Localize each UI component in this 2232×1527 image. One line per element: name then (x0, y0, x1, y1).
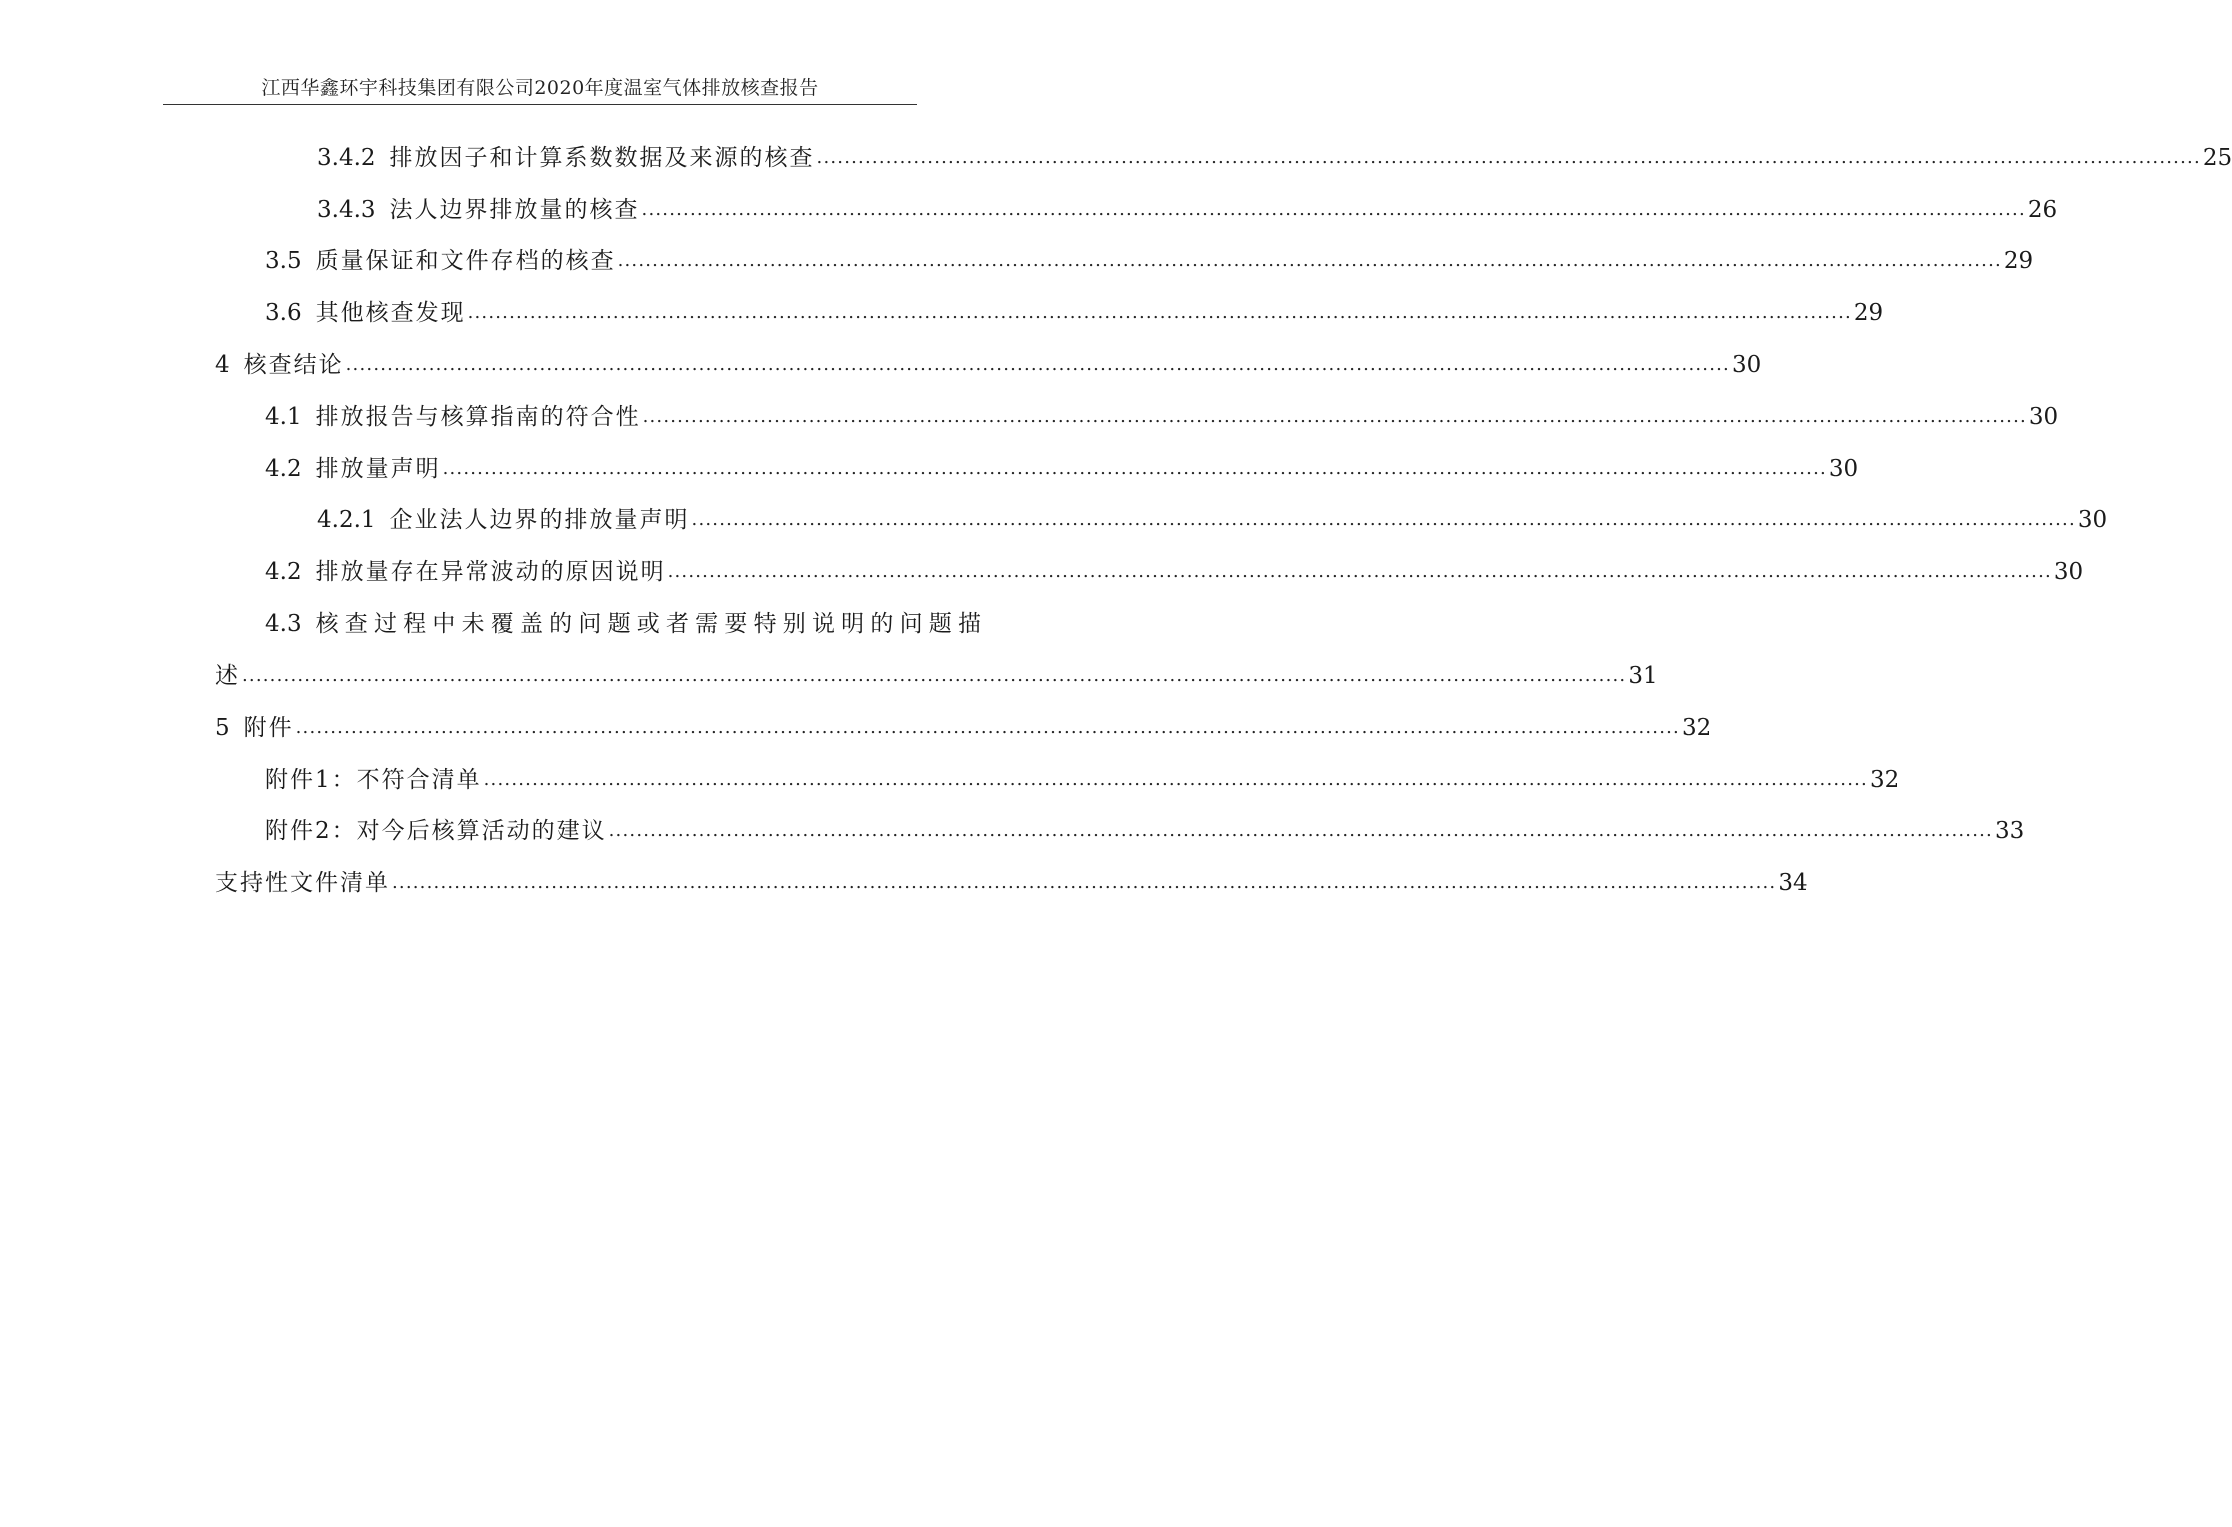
toc-entry[interactable] (265, 449, 1859, 489)
toc-entry[interactable] (317, 190, 2058, 230)
toc-entry-title: 排放因子和计算系数数据及来源的核查 (389, 145, 815, 171)
toc-entry[interactable] (265, 760, 1900, 800)
toc-dot-leader: ........................................................................................................................................................................................................ (642, 406, 2027, 427)
toc-entry-page: 30 (2077, 507, 2108, 533)
toc-entry[interactable] (265, 811, 2025, 851)
toc-entry[interactable] (317, 500, 2108, 540)
toc-entry-number: 4.2 (265, 559, 302, 585)
toc-dot-leader: ........................................................................................................................................................................................................ (483, 769, 1868, 790)
toc-entry-page: 29 (2003, 248, 2034, 274)
toc-entry[interactable] (265, 397, 2059, 437)
toc-dot-leader: ........................................................................................................................................................................................................ (816, 147, 2201, 168)
toc-entry-page: 32 (1869, 767, 1900, 793)
toc-dot-leader: ........................................................................................................................................................................................................ (242, 665, 1627, 686)
toc-dot-leader: ........................................................................................................................................................................................................ (641, 199, 2026, 220)
toc-entry[interactable] (265, 241, 2034, 281)
toc-entry-page: 30 (2053, 559, 2084, 585)
toc-entry-number: 4.1 (265, 404, 302, 430)
toc-dot-leader: ........................................................................................................................................................................................................ (667, 561, 2052, 582)
toc-entry-title: 排放量存在异常波动的原因说明 (315, 559, 666, 585)
toc-entry-number: 4 (215, 352, 230, 378)
toc-entry-page: 31 (1628, 663, 1658, 689)
toc-entry-title: 排放量声明 (315, 456, 441, 482)
toc-dot-leader: ........................................................................................................................................................................................................ (345, 354, 1730, 375)
toc-entry-title: 排放报告与核算指南的符合性 (315, 404, 641, 430)
toc-entry[interactable] (265, 552, 2084, 592)
toc-entry-page: 33 (1994, 818, 2025, 844)
toc-entry[interactable] (215, 708, 1712, 748)
toc-entry-number: 3.5 (265, 248, 302, 274)
toc-entry-title: 附件 (243, 715, 294, 741)
toc-entry-page: 30 (1828, 456, 1859, 482)
toc-entry-number: 4.2 (265, 456, 302, 482)
toc-entry-page: 26 (2027, 197, 2058, 223)
toc-entry-title: 附件2：对今后核算活动的建议 (265, 818, 607, 844)
toc-entry-page: 29 (1853, 300, 1884, 326)
toc-entry-page: 30 (1731, 352, 1762, 378)
toc-dot-leader: ........................................................................................................................................................................................................ (392, 872, 1777, 893)
toc-entry[interactable] (265, 293, 1884, 333)
toc-entry[interactable] (317, 138, 2232, 178)
toc-entry-page: 32 (1681, 715, 1712, 741)
toc-entry-page: 34 (1778, 870, 1808, 896)
toc-entry-title-continuation: 述 (215, 663, 240, 689)
header-divider (163, 104, 917, 105)
toc-entry-number: 3.4.3 (317, 197, 376, 223)
toc-entry-page: 30 (2028, 404, 2059, 430)
toc-entry-title: 核查过程中未覆盖的问题或者需要特别说明的问题描 (315, 611, 988, 637)
toc-dot-leader: ........................................................................................................................................................................................................ (295, 717, 1680, 738)
toc-dot-leader: ........................................................................................................................................................................................................ (608, 820, 1993, 841)
toc-entry-title: 支持性文件清单 (215, 870, 390, 896)
toc-entry-continuation[interactable] (215, 656, 1658, 696)
toc-entry-title: 附件1：不符合清单 (265, 767, 482, 793)
toc-entry-title: 质量保证和文件存档的核查 (315, 248, 616, 274)
toc-entry-number: 5 (215, 715, 230, 741)
toc-entry-page: 25 (2202, 145, 2232, 171)
toc-entry-number: 3.6 (265, 300, 302, 326)
toc-entry-wrapped[interactable] (265, 604, 988, 644)
toc-dot-leader: ........................................................................................................................................................................................................ (442, 458, 1827, 479)
toc-entry-title: 企业法人边界的排放量声明 (389, 507, 690, 533)
toc-entry-title: 其他核查发现 (315, 300, 466, 326)
toc-dot-leader: ........................................................................................................................................................................................................ (617, 250, 2002, 271)
toc-dot-leader: ........................................................................................................................................................................................................ (467, 302, 1852, 323)
toc-entry[interactable] (215, 863, 1808, 903)
toc-entry-number: 3.4.2 (317, 145, 376, 171)
toc-entry-number: 4.3 (265, 611, 302, 637)
toc-entry-number: 4.2.1 (317, 507, 376, 533)
toc-entry-title: 法人边界排放量的核查 (389, 197, 640, 223)
toc-dot-leader: ........................................................................................................................................................................................................ (691, 509, 2076, 530)
toc-entry[interactable] (215, 345, 1762, 385)
toc-entry-title: 核查结论 (243, 352, 344, 378)
page-header-title: 江西华鑫环宇科技集团有限公司2020年度温室气体排放核查报告 (261, 77, 819, 99)
